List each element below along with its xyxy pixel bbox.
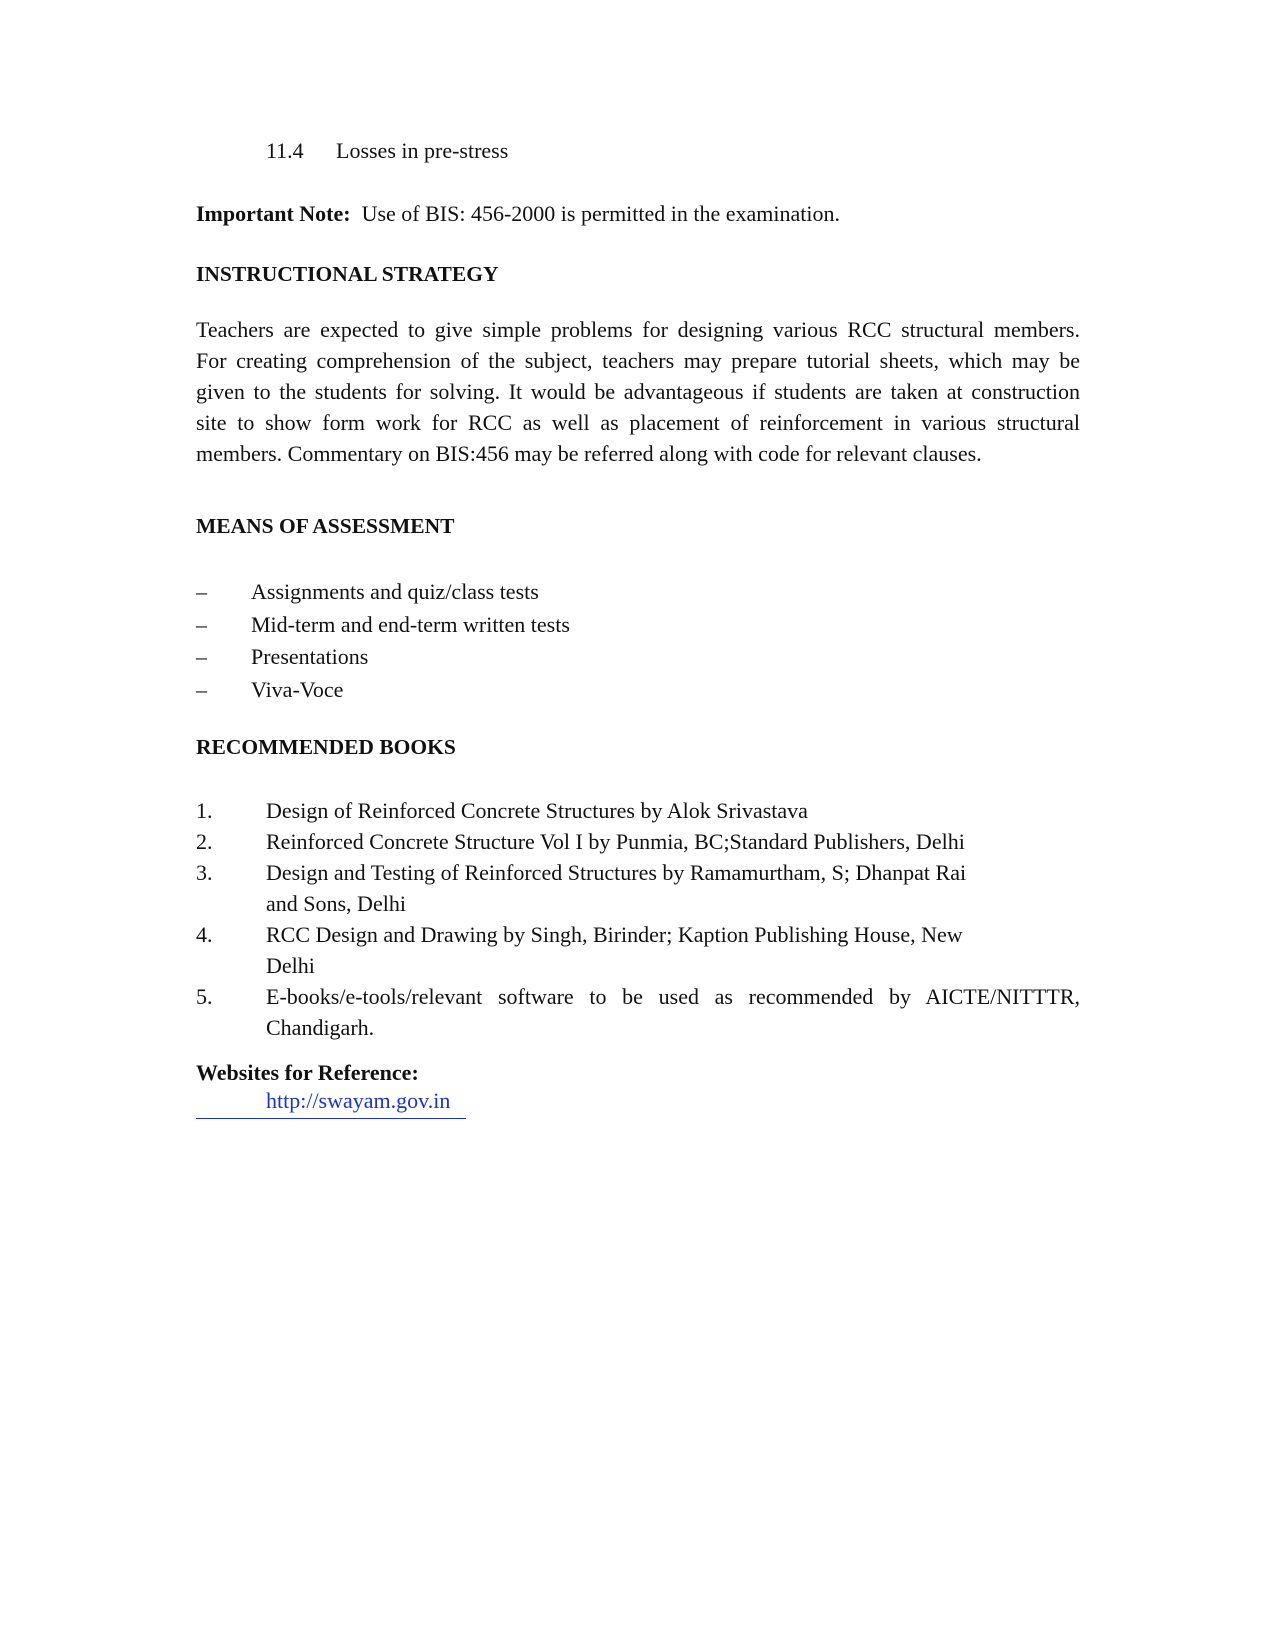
- book-text-continued: Chandigarh.: [266, 1015, 375, 1040]
- list-item: [196, 674, 570, 707]
- assessment-item: Presentations: [251, 644, 369, 669]
- list-item: [196, 609, 570, 642]
- section-number: 11.4: [266, 138, 304, 163]
- book-item: [196, 857, 1080, 919]
- book-text-continued: Delhi: [266, 953, 315, 978]
- paragraph-line: For creating comprehension of the subject, teachers may prepare tutorial sheets, which may be: [196, 348, 1080, 373]
- websites-heading: Websites for Reference:: [196, 1060, 419, 1085]
- swayam-link[interactable]: http://swayam.gov.in: [266, 1088, 451, 1113]
- book-text-continued: and Sons, Delhi: [266, 891, 406, 916]
- book-number: 1.: [196, 798, 213, 823]
- book-text: RCC Design and Drawing by Singh, Birinder; Kaption Publishing House, New: [266, 922, 963, 947]
- book-text: Reinforced Concrete Structure Vol I by Punmia, BC;Standard Publishers, Delhi: [266, 829, 965, 854]
- book-text: E-books/e-tools/relevant software to be used as recommended by AICTE/NITTTR,: [266, 984, 1080, 1009]
- note-text: Use of BIS: 456-2000 is permitted in the examination.: [361, 201, 841, 226]
- book-item: [196, 826, 1080, 857]
- book-text: Design and Testing of Reinforced Structures by Ramamurtham, S; Dhanpat Rai: [266, 860, 967, 885]
- book-item: [196, 919, 1080, 981]
- book-number: 4.: [196, 922, 213, 947]
- recommended-books-heading: RECOMMENDED BOOKS: [196, 735, 456, 759]
- important-note: [196, 201, 840, 227]
- paragraph-line: site to show form work for RCC as well as placement of reinforcement in various structural: [196, 410, 1080, 435]
- list-item: [196, 641, 570, 674]
- website-link-row: [196, 1088, 466, 1119]
- book-number: 3.: [196, 860, 213, 885]
- list-item: [196, 576, 570, 609]
- section-item: [266, 138, 508, 164]
- assessment-item: Viva-Voce: [251, 676, 344, 702]
- bullet-dash: –: [196, 644, 207, 669]
- book-item: [196, 795, 1080, 826]
- paragraph-line: given to the students for solving. It would be advantageous if students are taken at construction: [196, 379, 1080, 404]
- bullet-dash: –: [196, 676, 207, 702]
- book-number: 5.: [196, 984, 213, 1009]
- assessment-list: [196, 576, 570, 706]
- instructional-strategy-heading: INSTRUCTIONAL STRATEGY: [196, 262, 499, 286]
- assessment-item: Mid-term and end-term written tests: [251, 611, 570, 637]
- book-number: 2.: [196, 829, 213, 854]
- section-title: Losses in pre-stress: [336, 138, 509, 163]
- means-of-assessment-heading: MEANS OF ASSESSMENT: [196, 514, 455, 538]
- paragraph-line: Teachers are expected to give simple problems for designing various RCC structural members.: [196, 317, 1080, 342]
- instructional-strategy-paragraph: [196, 314, 1080, 469]
- book-text: Design of Reinforced Concrete Structures by Alok Srivastava: [266, 798, 808, 823]
- paragraph-line: members. Commentary on BIS:456 may be referred along with code for relevant clauses.: [196, 441, 982, 466]
- book-item: [196, 981, 1080, 1043]
- bullet-dash: –: [196, 579, 207, 604]
- note-label: Important Note:: [196, 201, 351, 226]
- books-list: [196, 795, 1080, 1043]
- bullet-dash: –: [196, 611, 207, 637]
- assessment-item: Assignments and quiz/class tests: [251, 579, 539, 604]
